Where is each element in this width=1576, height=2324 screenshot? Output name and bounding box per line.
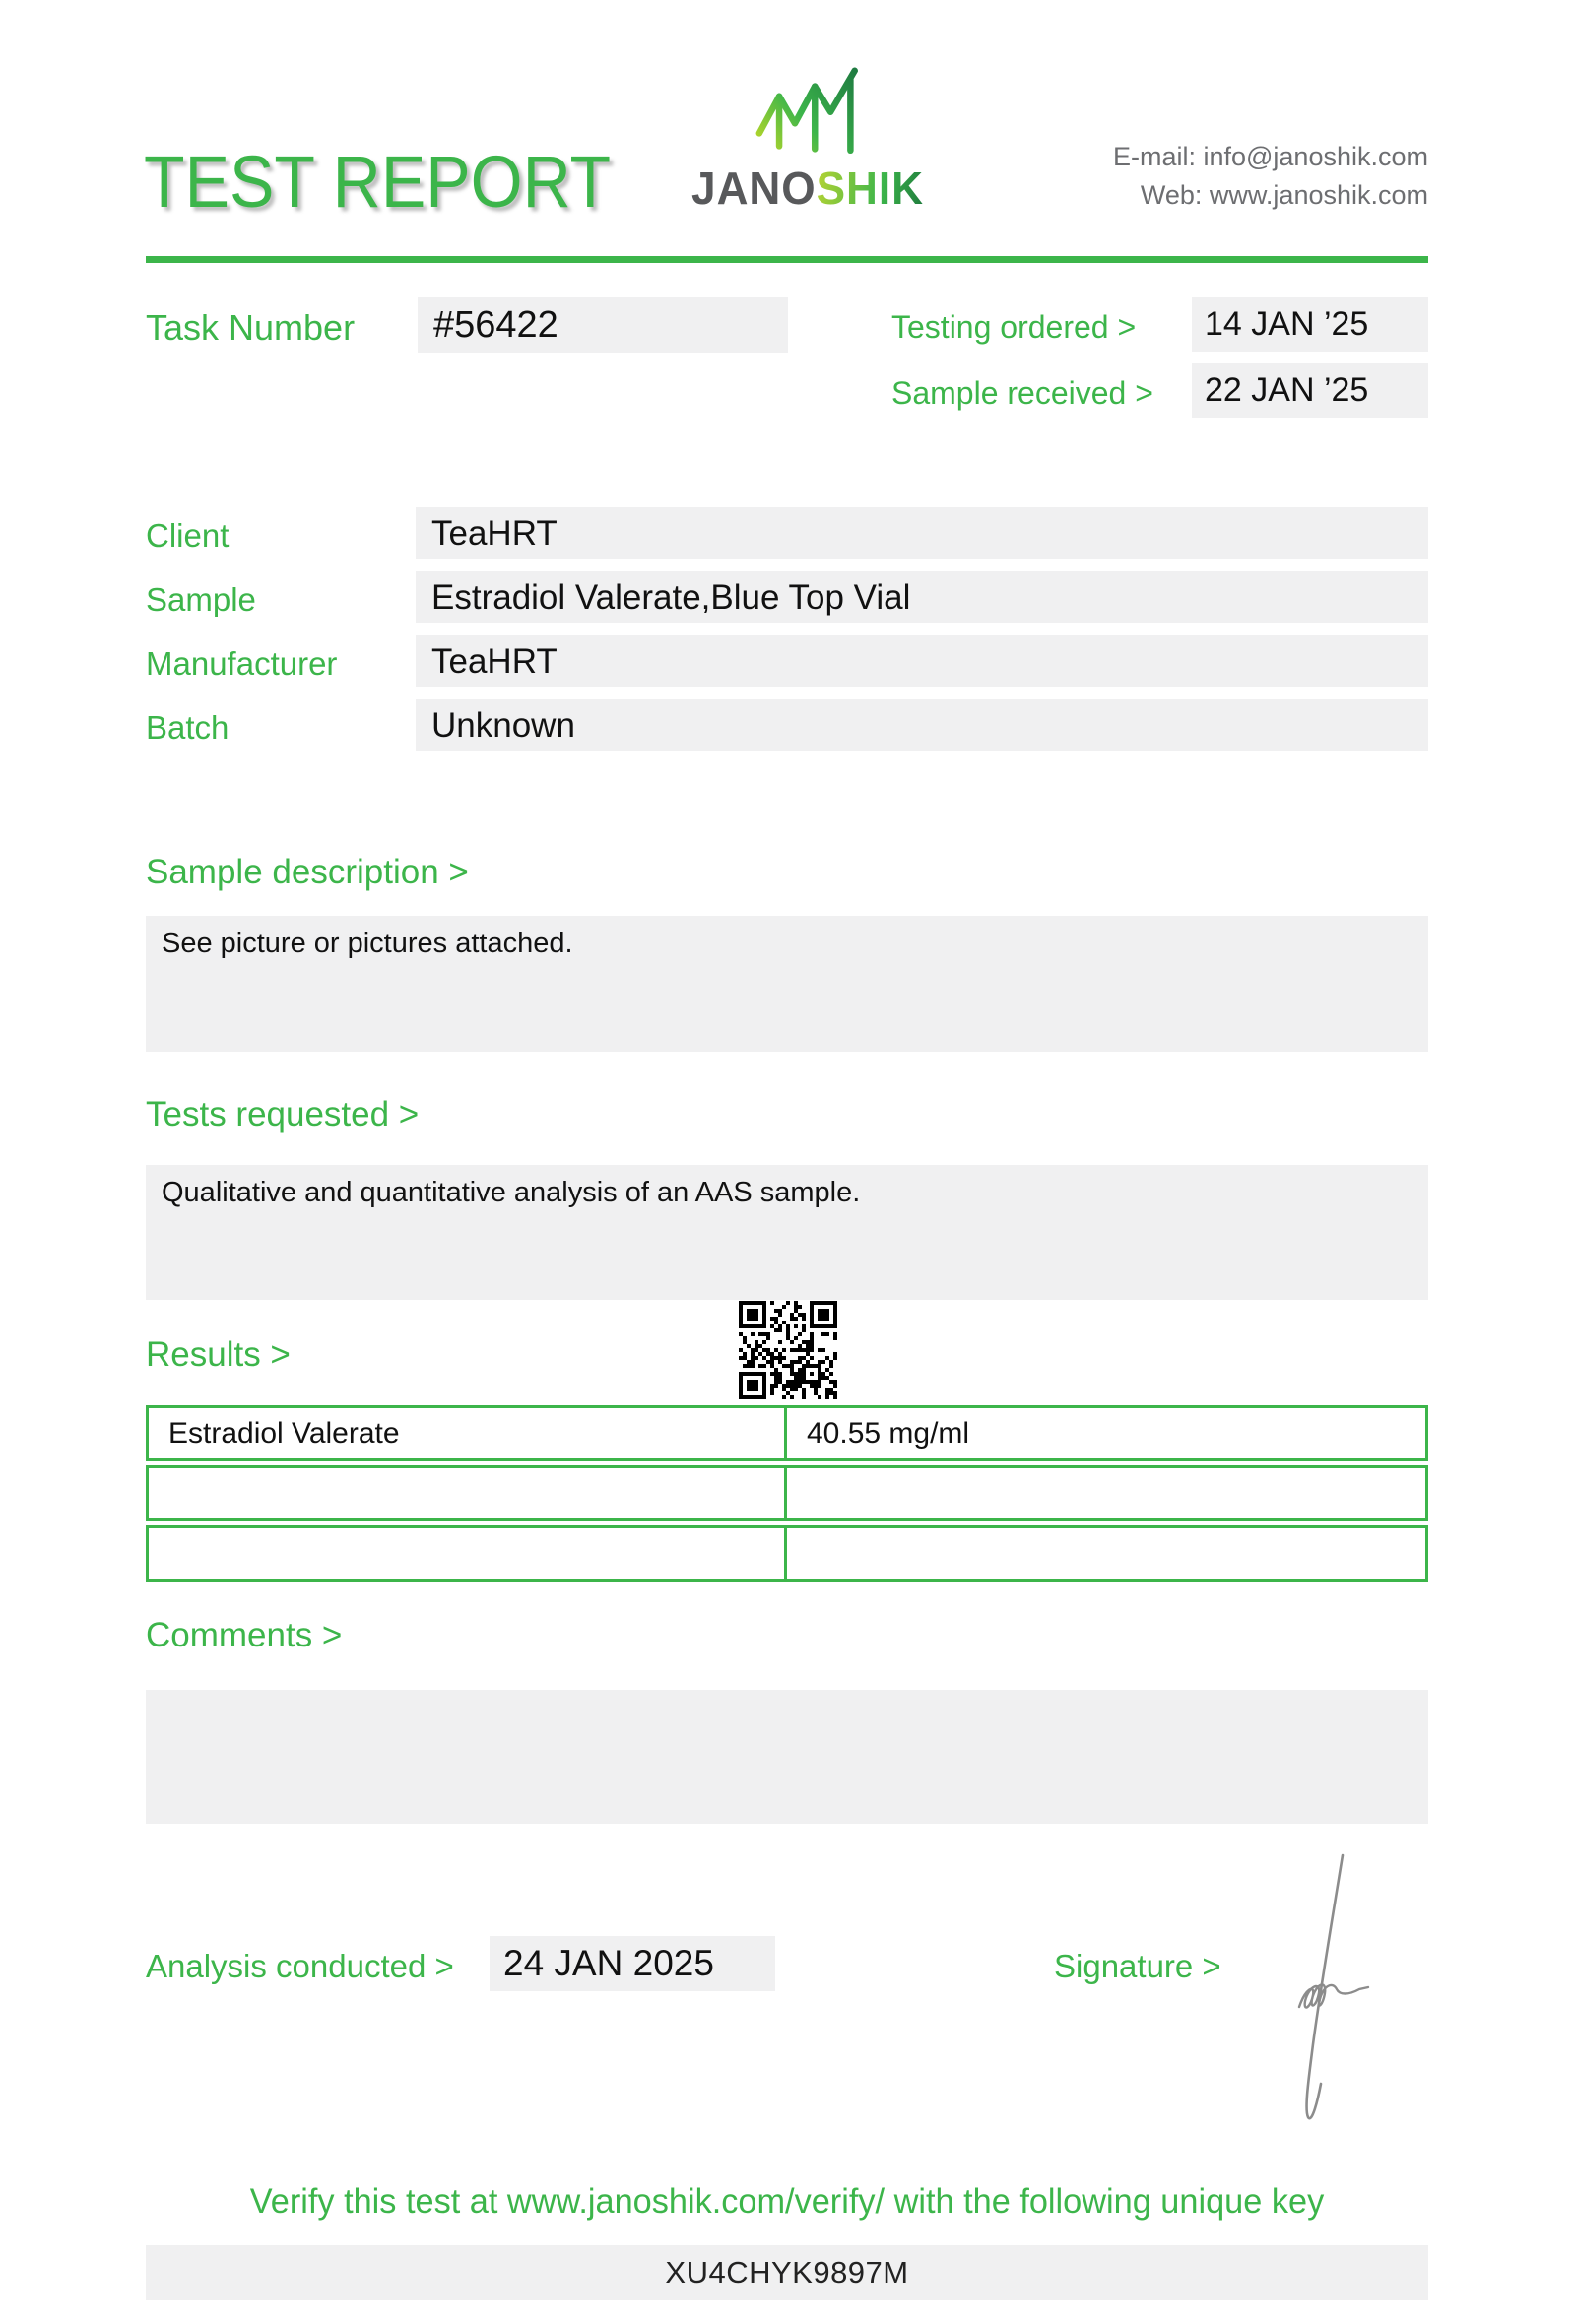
client-label: Client [146, 517, 230, 553]
manufacturer-value: TeaHRT [416, 635, 1428, 687]
report-title: TEST REPORT [144, 141, 612, 223]
verify-instruction: Verify this test at www.janoshik.com/verify/ with the following unique key [249, 2182, 1325, 2221]
sample-description-title: Sample description > [146, 853, 469, 891]
manufacturer-label: Manufacturer [146, 645, 338, 681]
sample-value: Estradiol Valerate,Blue Top Vial [416, 571, 1428, 623]
contact-web: Web: www.janoshik.com [1140, 180, 1428, 210]
signature-image [1266, 1847, 1396, 2135]
header-divider [146, 256, 1428, 263]
logo-wordmark [685, 161, 931, 215]
comments-title: Comments > [146, 1616, 343, 1654]
sample-received-label: Sample received > [891, 375, 1153, 411]
unique-key-value: XU4CHYK9897M [146, 2245, 1428, 2300]
sample-received-value: 22 JAN ’25 [1192, 363, 1428, 418]
logo-text-shik: SHIK [816, 162, 924, 214]
result-value: 40.55 mg/ml [807, 1417, 970, 1450]
analysis-conducted-value: 24 JAN 2025 [490, 1936, 775, 1991]
result-analyte [149, 1528, 787, 1579]
results-title: Results > [146, 1335, 291, 1374]
janoshik-logo [680, 65, 936, 215]
tests-requested-box: Qualitative and quantitative analysis of an AAS sample. [146, 1165, 1428, 1300]
contact-email: E-mail: info@janoshik.com [1112, 142, 1428, 171]
testing-ordered-label: Testing ordered > [891, 309, 1137, 345]
qr-code [739, 1301, 837, 1399]
comments-box [146, 1690, 1428, 1824]
results-row [146, 1405, 1428, 1461]
logo-text-jano: JANO [691, 162, 817, 214]
batch-value: Unknown [416, 699, 1428, 751]
client-value: TeaHRT [416, 507, 1428, 559]
result-value [787, 1468, 1425, 1518]
testing-ordered-value: 14 JAN ’25 [1192, 297, 1428, 352]
task-number-value: #56422 [418, 297, 788, 353]
result-analyte: Estradiol Valerate [149, 1408, 787, 1458]
results-row [146, 1525, 1428, 1582]
signature-label: Signature > [1054, 1948, 1221, 1984]
result-analyte [149, 1468, 787, 1518]
result-value [787, 1528, 1425, 1579]
analysis-conducted-label: Analysis conducted > [146, 1948, 454, 1984]
results-table [146, 1405, 1428, 1585]
task-number-label: Task Number [146, 307, 356, 348]
sample-description-box: See picture or pictures attached. [146, 916, 1428, 1052]
batch-label: Batch [146, 709, 230, 745]
tests-requested-title: Tests requested > [146, 1095, 420, 1133]
chart-growth-icon [750, 65, 866, 158]
sample-label: Sample [146, 581, 256, 617]
results-row [146, 1465, 1428, 1521]
contact-info [1113, 138, 1428, 215]
